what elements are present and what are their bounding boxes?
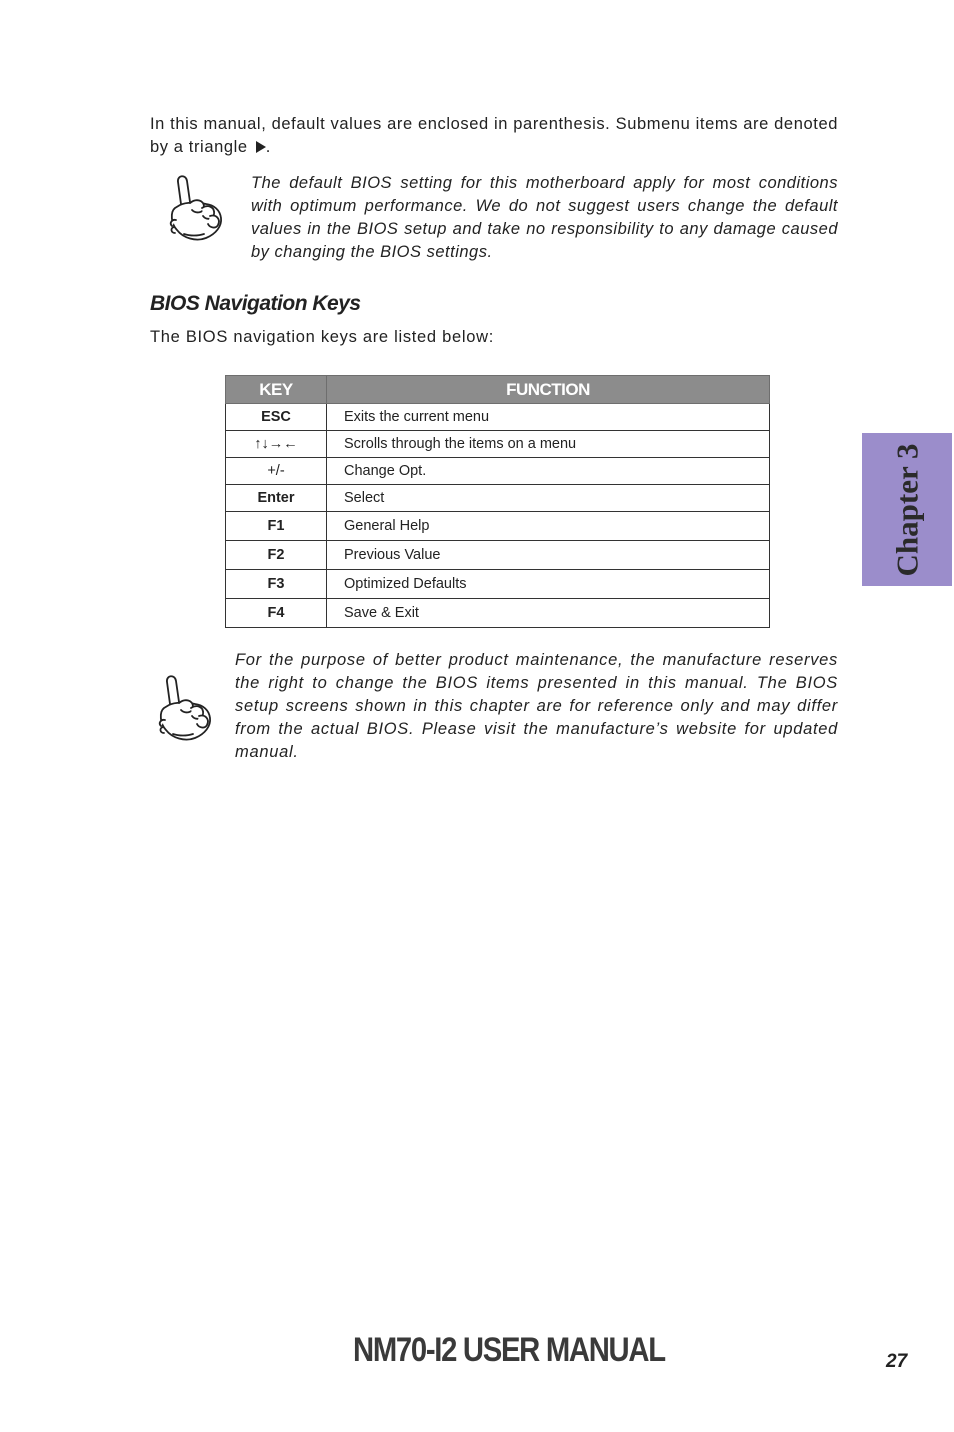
table-row [226,458,770,485]
section-title: BIOS Navigation Keys [150,292,361,315]
header-function: FUNCTION [327,376,770,404]
manual-title: NM70-I2 USER MANUAL [353,1331,665,1369]
key-cell: ↑↓→← [226,431,327,458]
key-cell: ESC [226,404,327,431]
function-cell: General Help [327,512,770,541]
chapter-label: Chapter 3 [889,443,924,576]
intro-text: In this manual, default values are enclosed in parenthesis. Submenu items are denoted by a triangle [150,115,838,156]
pointing-hand-icon [166,172,228,244]
function-cell: Scrolls through the items on a menu [327,431,770,458]
page-number: 27 [886,1351,908,1372]
table-row [226,431,770,458]
table-row [226,541,770,570]
table-lead-text: The BIOS navigation keys are listed below: [150,328,494,346]
key-cell: F2 [226,541,327,570]
key-cell: F3 [226,570,327,599]
key-cell: +/- [226,458,327,485]
table-row [226,404,770,431]
note-maintenance: For the purpose of better product maintenance, the manufacture reserves the right to change the BIOS items presented in this manual. The BIOS setup screens shown in this chapter are for reference only and may differ from the actual BIOS. Please visit the manufacture’s website for updated manual. [235,651,838,761]
pointing-hand-icon [155,672,217,744]
note-default-settings: The default BIOS setting for this motherboard apply for most conditions with optimum performance. We do not suggest users change the default values in the BIOS setup and take no responsibility to any damage caused by changing the BIOS settings. [251,174,838,261]
function-cell: Save & Exit [327,599,770,628]
bios-keys-table [225,375,770,628]
table-row [226,570,770,599]
function-cell: Exits the current menu [327,404,770,431]
table-header-row [226,376,770,404]
chapter-tab [862,433,952,586]
table-row [226,485,770,512]
triangle-right-icon [256,141,266,153]
table-row [226,599,770,628]
function-cell: Change Opt. [327,458,770,485]
intro-end: . [265,138,271,156]
function-cell: Previous Value [327,541,770,570]
function-cell: Optimized Defaults [327,570,770,599]
table-row [226,512,770,541]
header-key: KEY [226,376,327,404]
key-cell: Enter [226,485,327,512]
key-cell: F1 [226,512,327,541]
intro-paragraph [150,113,838,159]
function-cell: Select [327,485,770,512]
key-cell: F4 [226,599,327,628]
